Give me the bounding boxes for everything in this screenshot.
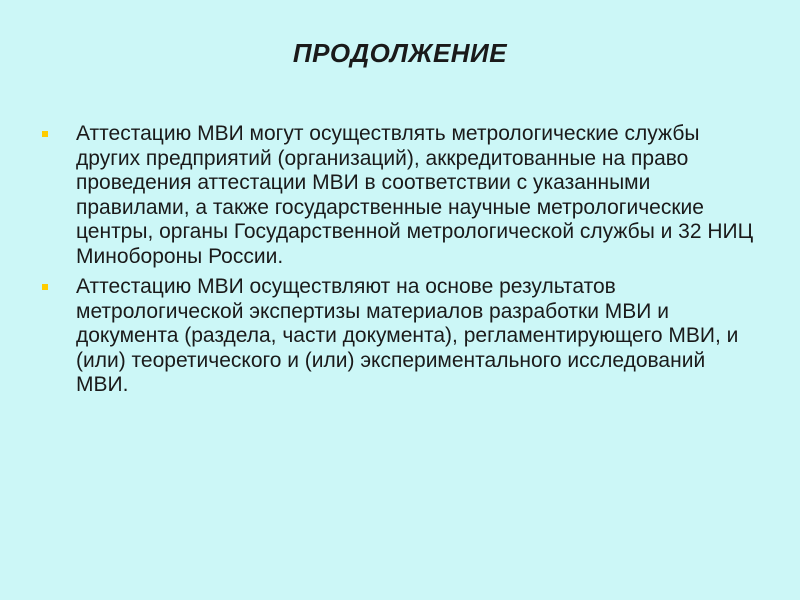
bullet-text: Аттестацию МВИ могут осуществлять метрологические службы других предприятий (организаций), аккредитованные на право проведения аттестации МВИ в соответствии с указанными правилами, а также государственные научные метрологические центры, органы Государственной метрологической службы и 32 НИЦ Минобороны России. bbox=[76, 122, 754, 268]
bullet-text: Аттестацию МВИ осуществляют на основе результатов метрологической экспертизы материалов разработки МВИ и документа (раздела, части документа), регламентирующего МВИ, и (или) теоретического и (или) экспериментального исследований МВИ. bbox=[76, 275, 739, 396]
slide-title: ПРОДОЛЖЕНИЕ bbox=[292, 38, 508, 68]
list-item bbox=[38, 122, 758, 269]
square-bullet-icon bbox=[42, 284, 48, 290]
list-item bbox=[38, 275, 758, 398]
bullet-list bbox=[38, 122, 758, 404]
square-bullet-icon bbox=[42, 131, 48, 137]
